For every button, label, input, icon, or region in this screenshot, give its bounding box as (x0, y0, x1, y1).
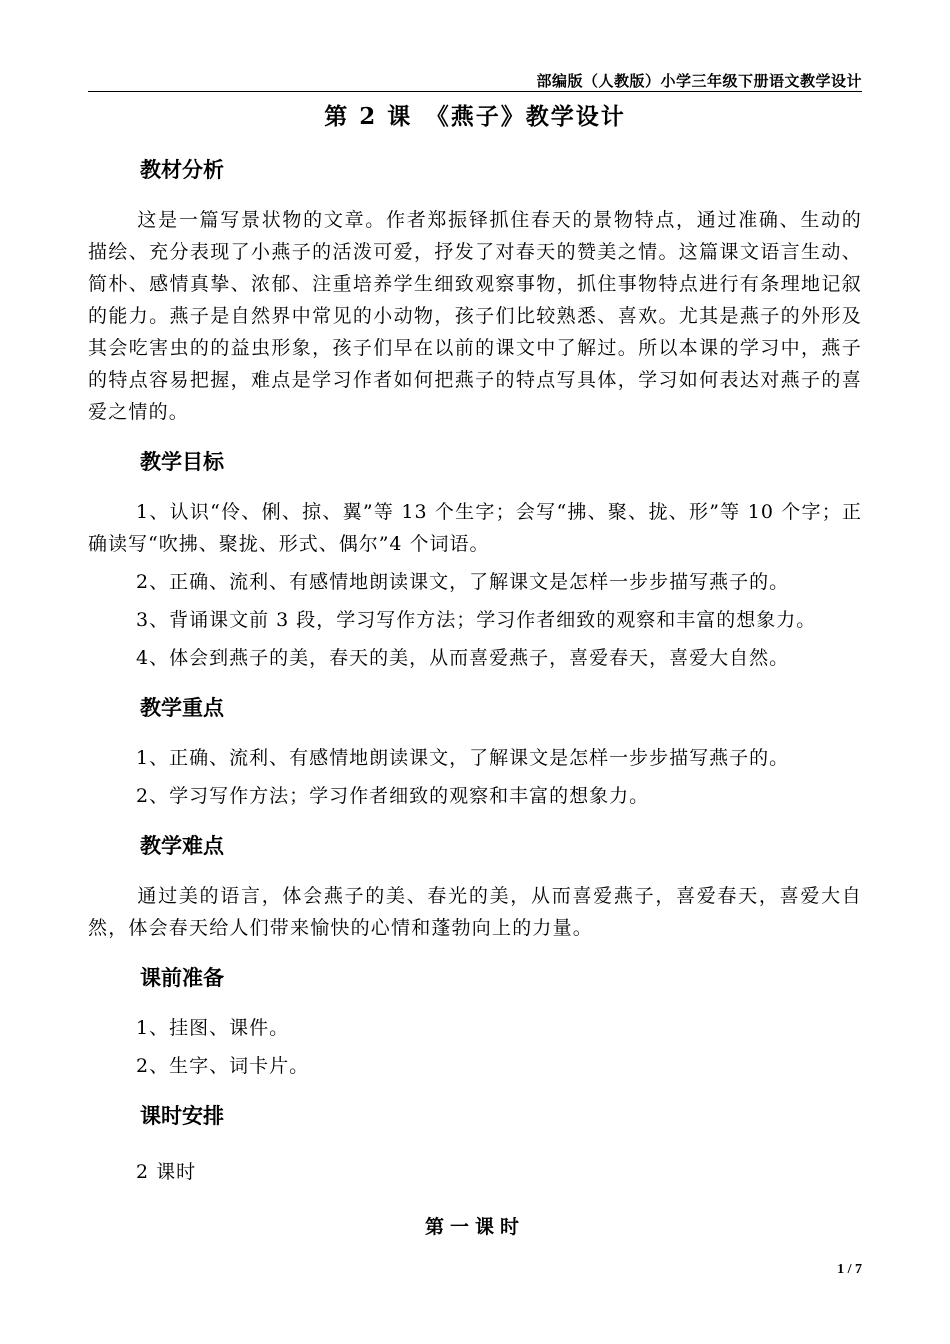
section-heading-analysis: 教材分析 (140, 157, 224, 182)
page-number: 1 / 7 (837, 1262, 862, 1277)
section-heading-key-points: 教学重点 (140, 695, 224, 720)
section-heading-goals: 教学目标 (140, 449, 224, 474)
preparation-item: 2、生字、词卡片。 (136, 1055, 310, 1077)
section-heading-difficulties: 教学难点 (140, 833, 224, 858)
difficulties-paragraph: 通过美的语言，体会燕子的美、春光的美，从而喜爱燕子，喜爱春天，喜爱大自然，体会春天给人们带来愉快的心情和蓬勃向上的力量。 (88, 885, 862, 939)
schedule-text: 2 课时 (136, 1161, 197, 1183)
section-heading-preparation: 课前准备 (140, 965, 224, 990)
header-divider (88, 91, 862, 92)
key-point-item: 2、学习写作方法；学习作者细致的观察和丰富的想象力。 (136, 785, 650, 807)
section-heading-schedule: 课时安排 (140, 1103, 224, 1128)
key-point-item: 1、正确、流利、有感情地朗读课文，了解课文是怎样一步步描写燕子的。 (136, 747, 790, 769)
goal-item: 3、背诵课文前 3 段，学习写作方法；学习作者细致的观察和丰富的想象力。 (136, 609, 817, 631)
analysis-paragraph: 这是一篇写景状物的文章。作者郑振铎抓住春天的景物特点，通过准确、生动的描绘、充分表现了小燕子的活泼可爱，抒发了对春天的赞美之情。这篇课文语言生动、简朴、感情真挚、浓郁、注重培养学生细致观察事物，抓住事物特点进行有条理地记叙的能力。燕子是自然界中常见的小动物，孩子们比较熟悉、喜欢。尤其是燕子的外形及其会吃害虫的的益虫形象，孩子们早在以前的课文中了解过。所以本课的学习中，燕子的特点容易把握，难点是学习作者如何把燕子的特点写具体，学习如何表达对燕子的喜爱之情的。 (88, 209, 862, 423)
lesson-label: 第一课时 (424, 1216, 525, 1238)
document-body (88, 150, 862, 1188)
goal-item: 1、认识“伶、俐、掠、翼”等 13 个生字；会写“拂、聚、拢、形”等 10 个字；正确读写“吹拂、聚拢、形式、偶尔”4 个词语。 (88, 501, 862, 555)
page-header: 部编版（人教版）小学三年级下册语文教学设计 (536, 72, 862, 90)
document-title: 第 2 课 《燕子》教学设计 (324, 103, 626, 130)
goal-item: 4、体会到燕子的美，春天的美，从而喜爱燕子，喜爱春天，喜爱大自然。 (136, 647, 790, 669)
preparation-item: 1、挂图、课件。 (136, 1017, 290, 1039)
goal-item: 2、正确、流利、有感情地朗读课文，了解课文是怎样一步步描写燕子的。 (136, 571, 790, 593)
